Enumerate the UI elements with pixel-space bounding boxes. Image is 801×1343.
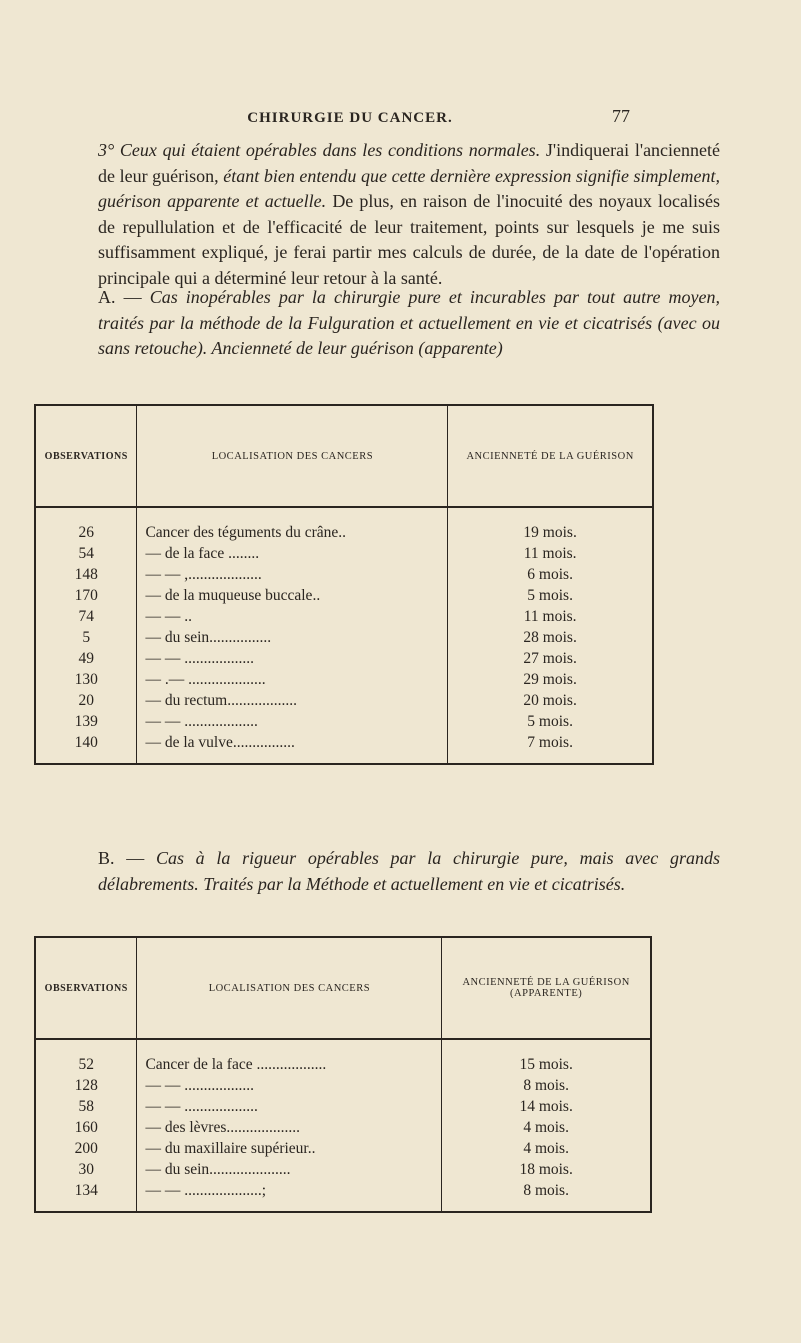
table-row bbox=[35, 564, 653, 585]
cell-anciennete: 28 mois. bbox=[523, 629, 577, 646]
cell-anciennete: 7 mois. bbox=[527, 734, 573, 751]
cell-anciennete: 20 mois. bbox=[523, 692, 577, 709]
table-row bbox=[35, 1180, 651, 1212]
section-b-heading bbox=[98, 846, 720, 897]
cell-localisation: — — ................... bbox=[137, 1096, 442, 1117]
section-a-title: Cas inopérables par la chirurgie pure et incurables par tout autre moyen, traités par la méthode de la Fulguration et actuellement en vie et cicatrisés (avec ou sans retouche). Ancienneté de leur guérison (apparente) bbox=[98, 287, 721, 358]
cell-observation: 26 bbox=[35, 507, 137, 543]
table-b-header-observations: OBSERVATIONS bbox=[35, 937, 137, 1039]
cell-localisation: — — ................... bbox=[137, 711, 448, 732]
table-b-header-localisation: LOCALISATION DES CANCERS bbox=[137, 937, 442, 1039]
cell-observation: 30 bbox=[35, 1159, 137, 1180]
cell-localisation: — — .................. bbox=[137, 1075, 442, 1096]
section-b-label: B. — bbox=[98, 848, 145, 868]
cell-anciennete: 5 mois. bbox=[527, 713, 573, 730]
table-row bbox=[35, 1075, 651, 1096]
cell-anciennete: 8 mois. bbox=[523, 1077, 569, 1094]
cell-anciennete: 29 mois. bbox=[523, 671, 577, 688]
cell-localisation: — — .................. bbox=[137, 648, 448, 669]
running-header: CHIRURGIE DU CANCER. bbox=[247, 110, 453, 126]
cell-observation: 20 bbox=[35, 690, 137, 711]
cell-observation: 139 bbox=[35, 711, 137, 732]
cell-localisation: — — .. bbox=[137, 606, 448, 627]
table-row bbox=[35, 1117, 651, 1138]
cell-observation: 134 bbox=[35, 1180, 137, 1212]
cell-anciennete: 8 mois. bbox=[523, 1182, 569, 1199]
cell-localisation: Cancer des téguments du crâne.. bbox=[137, 507, 448, 543]
section-a-heading bbox=[98, 285, 720, 362]
cell-anciennete: 14 mois. bbox=[519, 1098, 573, 1115]
cell-localisation: — de la muqueuse buccale.. bbox=[137, 585, 448, 606]
section-b-title: Cas à la rigueur opérables par la chirurgie pure, mais avec grands délabrements. Traités par la Méthode et actuellement en vie et cicatrisés. bbox=[98, 848, 720, 894]
table-row bbox=[35, 585, 653, 606]
section-3-paragraph bbox=[98, 138, 720, 291]
table-row bbox=[35, 732, 653, 764]
cell-anciennete: 6 mois. bbox=[527, 566, 573, 583]
table-row bbox=[35, 669, 653, 690]
cell-observation: 54 bbox=[35, 543, 137, 564]
cell-localisation: Cancer de la face .................. bbox=[137, 1039, 442, 1075]
cell-observation: 148 bbox=[35, 564, 137, 585]
cell-anciennete: 27 mois. bbox=[523, 650, 577, 667]
table-a-header-observations: OBSERVATIONS bbox=[35, 405, 137, 507]
section-3-body-a: J'indiquerai l'ancienneté de leur guérison, bbox=[98, 140, 721, 186]
cell-observation: 58 bbox=[35, 1096, 137, 1117]
cell-anciennete: 15 mois. bbox=[519, 1056, 573, 1073]
cell-anciennete: 19 mois. bbox=[523, 524, 577, 541]
cell-localisation: — des lèvres................... bbox=[137, 1117, 442, 1138]
table-a-header-localisation: LOCALISATION DES CANCERS bbox=[137, 405, 448, 507]
table-row bbox=[35, 648, 653, 669]
cell-localisation: — de la face ........ bbox=[137, 543, 448, 564]
section-3-body-emphasis: étant bien entendu que cette dernière expression signifie simplement, guérison apparente et actuelle. bbox=[98, 165, 721, 211]
cell-anciennete: 18 mois. bbox=[519, 1161, 573, 1178]
table-b-header-anciennete: ANCIENNETÉ DE LA GUÉRISON (APPARENTE) bbox=[442, 937, 651, 1039]
table-a-header-anciennete: ANCIENNETÉ DE LA GUÉRISON bbox=[448, 405, 653, 507]
cell-localisation: — .— .................... bbox=[137, 669, 448, 690]
section-3-body-b: De plus, en raison de l'inocuité des noyaux localisés de repullulation et de l'efficacité de leur traitement, points sur lesquels je me suis suffisamment expliqué, je ferai partir mes calculs de durée, de la date de l'opération principale qui a déterminé leur retour à la santé. bbox=[98, 191, 721, 288]
cell-observation: 5 bbox=[35, 627, 137, 648]
cell-observation: 49 bbox=[35, 648, 137, 669]
table-row bbox=[35, 1159, 651, 1180]
cell-localisation: — du sein..................... bbox=[137, 1159, 442, 1180]
table-row bbox=[35, 1096, 651, 1117]
table-row bbox=[35, 606, 653, 627]
cell-localisation: — — ....................; bbox=[137, 1180, 442, 1212]
table-row bbox=[35, 711, 653, 732]
cell-anciennete: 4 mois. bbox=[523, 1119, 569, 1136]
cell-observation: 140 bbox=[35, 732, 137, 764]
table-row bbox=[35, 1138, 651, 1159]
cell-anciennete: 11 mois. bbox=[523, 545, 577, 562]
cell-localisation: — du rectum.................. bbox=[137, 690, 448, 711]
cell-observation: 130 bbox=[35, 669, 137, 690]
table-row bbox=[35, 543, 653, 564]
cell-localisation: — — ,................... bbox=[137, 564, 448, 585]
cell-anciennete: 4 mois. bbox=[523, 1140, 569, 1157]
cell-localisation: — du sein................ bbox=[137, 627, 448, 648]
cell-observation: 160 bbox=[35, 1117, 137, 1138]
section-3-lead: 3° Ceux qui étaient opérables dans les conditions normales. bbox=[98, 140, 541, 160]
table-row bbox=[35, 507, 653, 543]
cell-observation: 128 bbox=[35, 1075, 137, 1096]
cell-localisation: — du maxillaire supérieur.. bbox=[137, 1138, 442, 1159]
cell-observation: 170 bbox=[35, 585, 137, 606]
cell-anciennete: 5 mois. bbox=[527, 587, 573, 604]
cell-anciennete: 11 mois. bbox=[523, 608, 577, 625]
cell-observation: 52 bbox=[35, 1039, 137, 1075]
table-b bbox=[34, 936, 652, 1213]
cell-observation: 74 bbox=[35, 606, 137, 627]
table-row bbox=[35, 1039, 651, 1075]
page-number: 77 bbox=[612, 106, 630, 126]
table-row bbox=[35, 627, 653, 648]
section-a-label: A. — bbox=[98, 287, 142, 307]
cell-observation: 200 bbox=[35, 1138, 137, 1159]
table-a bbox=[34, 404, 654, 765]
table-row bbox=[35, 690, 653, 711]
cell-localisation: — de la vulve................ bbox=[137, 732, 448, 764]
